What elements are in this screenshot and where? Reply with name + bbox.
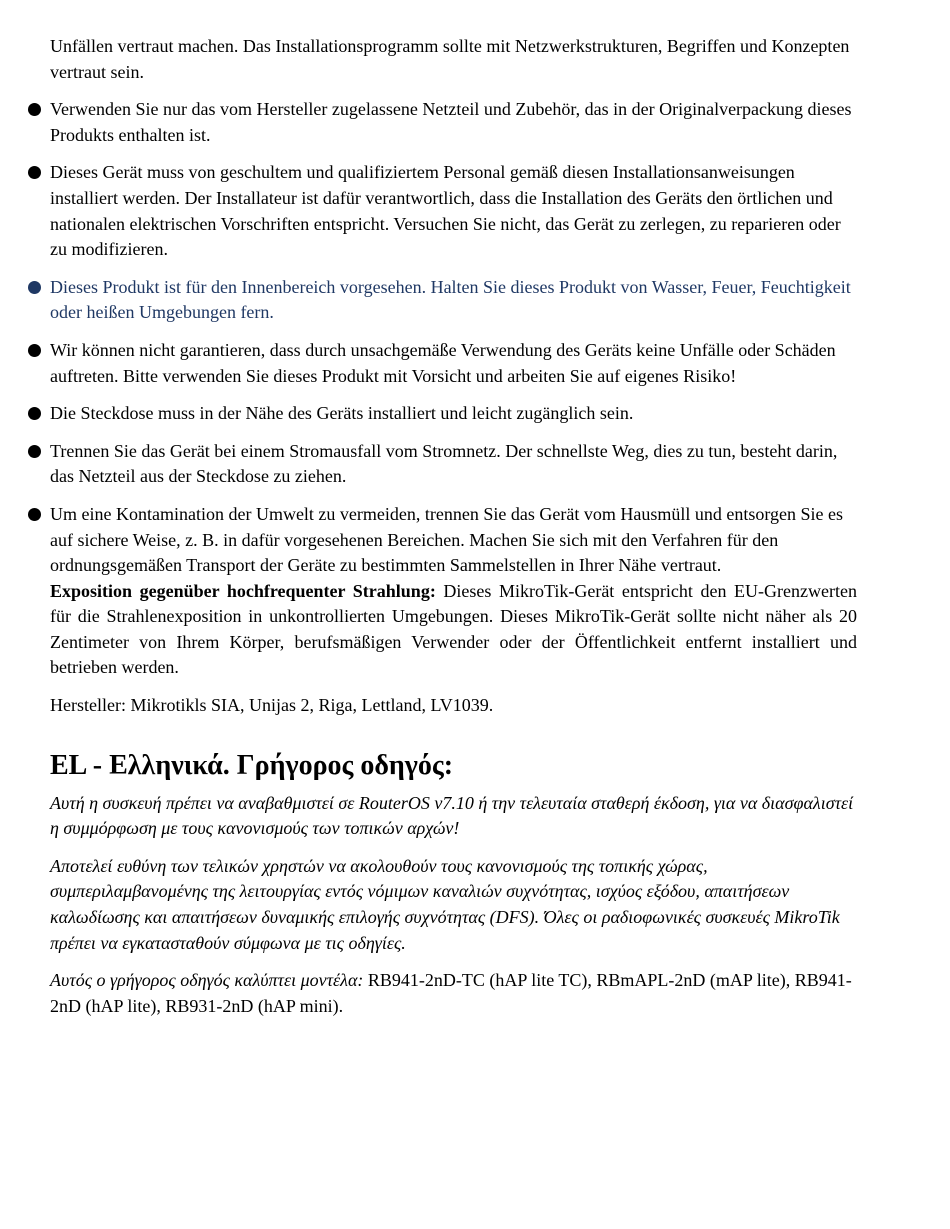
bullet-dot-icon — [28, 103, 41, 116]
intro-paragraph: Unfällen vertraut machen. Das Installationsprogramm sollte mit Netzwerkstrukturen, Begriffen und Konzepten vertraut sein. — [50, 36, 850, 82]
bullet-dot-icon — [28, 407, 41, 420]
models-prefix: Αυτός ο γρήγορος οδηγός καλύπτει μοντέλα: — [50, 970, 364, 991]
safety-bullet-item — [50, 401, 857, 427]
safety-bullet-item — [50, 338, 857, 389]
bullet-text: Um eine Kontamination der Umwelt zu vermeiden, trennen Sie das Gerät vom Hausmüll und entsorgen Sie es auf sichere Weise, z. B. in dafür vorgesehenen Bereichen. Machen Sie sich mit den Verfahren für den ordnungsgemäßen Transport der Geräte zu bestimmten Sammelstellen in Ihrer Nähe vertraut. — [50, 503, 843, 576]
bullet-text: Verwenden Sie nur das vom Hersteller zugelassene Netzteil und Zubehör, das in der Originalverpackung dieses Produkts enthalten ist. — [50, 99, 852, 145]
greek-regulations-paragraph: Αποτελεί ευθύνη των τελικών χρηστών να ακολουθούν τους κανονισμούς της τοπικής χώρας, συμπεριλαμβανομένης της λειτουργίας εντός νόμιμων καναλιών συχνότητας, ισχύος εξόδου, απαιτήσεων καλωδίωσης και απαιτήσεων δυναμικής επιλογής συχνότητας (DFS). Όλες οι ραδιοφωνικές συσκευές MikroTik πρέπει να εγκατασταθούν σύμφωνα με τις οδηγίες. — [50, 855, 840, 953]
bullet-dot-icon — [28, 508, 41, 521]
rf-exposure-paragraph — [50, 579, 857, 681]
bullet-text: Dieses Gerät muss von geschultem und qualifiziertem Personal gemäß diesen Installationsanweisungen installiert werden. Der Installateur ist dafür verantwortlich, dass die Installation des Geräts den örtlichen und nationalen elektrischen Vorschriften entspricht. Versuchen Sie nicht, das Gerät zu zerlegen, zu reparieren oder zu modifizieren. — [50, 162, 841, 260]
rf-exposure-text: Dieses MikroTik-Gerät entspricht den EU-Grenzwerten für die Strahlenexposition in unkontrollierten Umgebungen. Dieses MikroTik-Gerät sollte nicht näher als 20 Zentimeter von Ihrem Körper, berufsmäßigen Verwender oder der Öffentlichkeit entfernt installiert und betrieben werden. — [50, 580, 857, 678]
models-list: RB941-2nD-TC (hAP lite TC), RBmAPL-2nD (mAP lite), RB941-2nD (hAP lite), RB931-2nD (hAP mini). — [50, 970, 852, 1016]
bullet-text: Wir können nicht garantieren, dass durch unsachgemäße Verwendung des Geräts keine Unfälle oder Schäden auftreten. Bitte verwenden Sie dieses Produkt mit Vorsicht und arbeiten Sie auf eigenes Risiko! — [50, 339, 836, 386]
bullet-text: Dieses Produkt ist für den Innenbereich vorgesehen. Halten Sie dieses Produkt von Wasser, Feuer, Feuchtigkeit oder heißen Umgebungen fern. — [50, 276, 851, 323]
greek-models-paragraph — [50, 968, 857, 1019]
safety-bullet-item — [50, 439, 857, 490]
safety-bullet-item — [50, 160, 857, 262]
bullet-dot-icon — [28, 166, 41, 179]
bullet-text: Die Steckdose muss in der Nähe des Geräts installiert und leicht zugänglich sein. — [50, 403, 634, 424]
bullet-dot-icon — [28, 445, 41, 458]
safety-bullet-item — [50, 502, 857, 579]
bullet-dot-icon — [28, 344, 41, 357]
manufacturer-info: Hersteller: Mikrotikls SIA, Unijas 2, Riga, Lettland, LV1039. — [50, 695, 494, 716]
greek-upgrade-notice: Αυτή η συσκευή πρέπει να αναβαθμιστεί σε RouterOS v7.10 ή την τελευταία σταθερή έκδοση, για να διασφαλιστεί η συμμόρφωση με τους κανονισμούς των τοπικών αρχών! — [50, 792, 854, 839]
bullet-dot-icon — [28, 281, 41, 294]
safety-bullet-item-highlighted — [50, 275, 857, 326]
bullet-text: Trennen Sie das Gerät bei einem Stromausfall vom Stromnetz. Der schnellste Weg, dies zu tun, besteht darin, das Netzteil aus der Steckdose zu ziehen. — [50, 440, 838, 487]
rf-exposure-title: Exposition gegenüber hochfrequenter Strahlung: — [50, 580, 436, 601]
greek-section-heading: EL - Ελληνικά. Γρήγορος οδηγός: — [50, 749, 454, 781]
safety-bullet-list — [50, 97, 857, 579]
safety-bullet-item — [50, 97, 857, 148]
